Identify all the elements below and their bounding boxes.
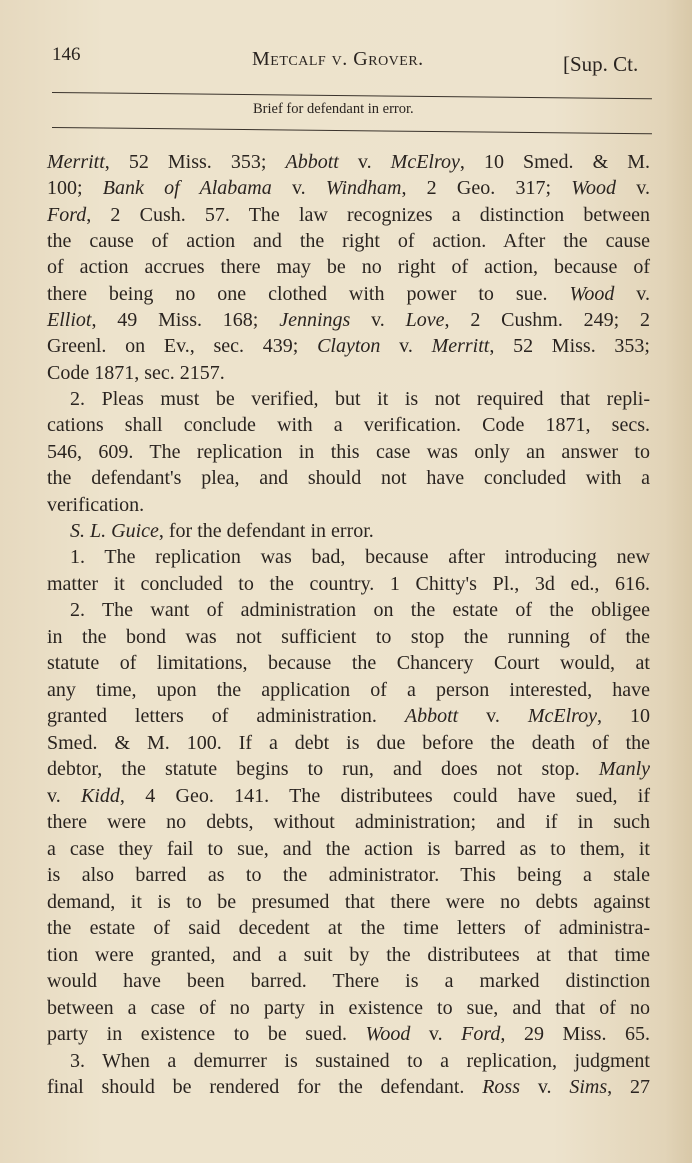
text-segment: , 2 Cushm. 249; 2 xyxy=(444,308,651,331)
text-line xyxy=(47,229,650,253)
case-name-italic: McElroy xyxy=(390,151,460,173)
text-segment: verification. xyxy=(47,493,145,516)
text-segment: , 2 Geo. 317; xyxy=(401,177,572,200)
text-segment: , 52 Miss. 353; xyxy=(489,335,650,358)
text-line xyxy=(47,308,650,332)
text-line xyxy=(47,890,650,914)
text-segment: v. xyxy=(614,282,651,305)
text-segment: v. xyxy=(47,784,82,807)
section-subheading: Brief for defendant in error. xyxy=(253,101,414,117)
page-number: 146 xyxy=(52,44,81,65)
text-line xyxy=(47,150,650,174)
text-line xyxy=(47,282,650,306)
text-line xyxy=(70,1049,650,1073)
text-line xyxy=(47,943,650,967)
text-segment: debtor, the statute begins to run, and does not stop. xyxy=(47,758,599,781)
text-line xyxy=(47,625,650,649)
case-name-italic: Manly xyxy=(598,758,650,781)
text-segment: demand, it is to be presumed that there were no debts against xyxy=(47,890,650,913)
text-segment: 546, 609. The replication in this case was only an answer to xyxy=(47,440,650,463)
text-line xyxy=(47,255,650,279)
text-segment: v. xyxy=(410,1023,462,1046)
text-segment: Greenl. on Ev., sec. 439; xyxy=(47,335,318,358)
text-segment: , for the defendant in error. xyxy=(158,519,374,542)
text-line xyxy=(47,810,650,834)
text-line xyxy=(47,969,650,993)
text-segment: , 27 xyxy=(607,1076,650,1099)
text-segment: tion were granted, and a suit by the distributees at that time xyxy=(47,943,650,966)
case-name-italic: Ross xyxy=(482,1076,521,1099)
text-line xyxy=(47,784,650,808)
text-line xyxy=(47,678,650,702)
text-segment: , 10 Smed. & M. xyxy=(459,151,651,173)
text-line xyxy=(47,757,650,781)
case-name-italic: Clayton xyxy=(317,335,381,358)
text-segment: , 2 Cush. 57. The law recognizes a distinction between xyxy=(86,203,650,226)
text-line xyxy=(70,387,650,411)
text-line xyxy=(47,1075,650,1099)
text-line xyxy=(70,519,650,543)
text-segment: v. xyxy=(380,335,432,358)
text-segment: the cause of action and the right of action. After the cause xyxy=(47,229,650,252)
case-name-italic: Kidd xyxy=(81,784,120,807)
text-segment: v. xyxy=(271,177,326,200)
text-segment: v. xyxy=(616,177,650,200)
text-segment: 1. The replication was bad, because after introducing new xyxy=(70,546,650,569)
text-line xyxy=(47,466,650,490)
text-line xyxy=(47,334,650,358)
text-segment: 3. When a demurrer is sustained to a replication, judgment xyxy=(70,1049,650,1072)
text-segment: of action accrues there may be no right of action, because of xyxy=(47,256,650,279)
case-name-italic: Wood xyxy=(571,177,617,200)
text-segment: is also barred as to the administrator. This being a stale xyxy=(47,864,650,887)
text-segment: , 49 Miss. 168; xyxy=(91,308,280,331)
text-segment: Code 1871, sec. 2157. xyxy=(47,361,225,384)
case-name-italic: Jennings xyxy=(279,308,351,331)
case-name-italic: Wood xyxy=(569,282,615,305)
text-line xyxy=(47,916,650,940)
case-name-italic: Elliot xyxy=(47,308,92,331)
text-segment: final should be rendered for the defendant. xyxy=(47,1076,483,1099)
text-segment: would have been barred. There is a marked distinction xyxy=(47,970,650,993)
text-segment: 2. Pleas must be verified, but it is not required that repli- xyxy=(70,388,650,411)
text-segment: v. xyxy=(458,705,528,728)
text-segment: v. xyxy=(338,151,391,173)
text-segment: Smed. & M. 100. If a debt is due before the death of the xyxy=(47,731,650,754)
text-segment: cations shall conclude with a verification. Code 1871, secs. xyxy=(47,414,650,437)
case-name-italic: Merritt xyxy=(47,151,105,173)
text-line xyxy=(47,361,650,385)
text-line xyxy=(47,572,650,596)
case-name-italic: Abbott xyxy=(404,705,459,728)
case-name-italic: Bank of Alabama xyxy=(102,177,272,200)
text-line xyxy=(47,413,650,437)
text-line xyxy=(47,996,650,1020)
text-segment: the estate of said decedent at the time letters of administra- xyxy=(47,917,650,940)
text-segment: a case they fail to sue, and the action is barred as to them, it xyxy=(47,837,650,860)
case-name-italic: Abbott xyxy=(285,151,339,173)
case-name-italic: McElroy xyxy=(527,705,598,728)
court-label: [Sup. Ct. xyxy=(563,52,639,76)
text-line xyxy=(70,598,650,622)
text-segment: , 10 xyxy=(597,705,650,728)
text-segment: , 52 Miss. 353; xyxy=(104,151,286,173)
text-segment: any time, upon the application of a person interested, have xyxy=(47,678,650,701)
text-segment: 2. The want of administration on the estate of the obligee xyxy=(70,599,650,622)
case-name-italic: Ford xyxy=(47,203,87,226)
text-segment: the defendant's plea, and should not have concluded with a xyxy=(47,467,650,490)
text-line xyxy=(47,176,650,200)
text-segment: granted letters of administration. xyxy=(47,705,405,728)
case-name-italic: Love xyxy=(405,308,445,331)
header-rule-top xyxy=(52,92,652,99)
text-segment: party in existence to be sued. xyxy=(47,1023,366,1046)
running-title: Metcalf v. Grover. xyxy=(252,48,424,70)
case-name-italic: Windham xyxy=(325,177,402,200)
text-line xyxy=(47,731,650,755)
header-rule-bottom xyxy=(52,127,652,134)
text-line xyxy=(47,863,650,887)
text-line xyxy=(47,203,650,227)
text-segment: 100; xyxy=(47,177,103,200)
text-line xyxy=(47,837,650,861)
case-name-italic: Wood xyxy=(365,1023,411,1046)
text-segment: in the bond was not sufficient to stop the running of the xyxy=(47,625,650,648)
text-line xyxy=(47,704,650,728)
case-name-italic: S. L. Guice xyxy=(70,519,159,542)
case-name-italic: Ford xyxy=(461,1023,501,1046)
text-segment: between a case of no party in existence to sue, and that of no xyxy=(47,996,650,1019)
text-line xyxy=(47,1022,650,1046)
text-line xyxy=(70,545,650,569)
case-name-italic: Merritt xyxy=(431,335,490,358)
text-segment: there being no one clothed with power to sue. xyxy=(47,282,570,305)
text-segment: matter it concluded to the country. 1 Chitty's Pl., 3d ed., 616. xyxy=(47,572,650,595)
text-line xyxy=(47,651,650,675)
text-line xyxy=(47,493,650,517)
text-segment: , 4 Geo. 141. The distributees could have sued, if xyxy=(119,784,651,807)
text-segment: v. xyxy=(520,1076,570,1099)
text-segment: there were no debts, without administration; and if in such xyxy=(47,811,650,833)
text-segment: v. xyxy=(350,308,406,331)
case-name-italic: Sims xyxy=(569,1076,608,1099)
text-segment: statute of limitations, because the Chancery Court would, at xyxy=(47,652,650,675)
text-line xyxy=(47,440,650,464)
text-segment: , 29 Miss. 65. xyxy=(500,1023,651,1046)
